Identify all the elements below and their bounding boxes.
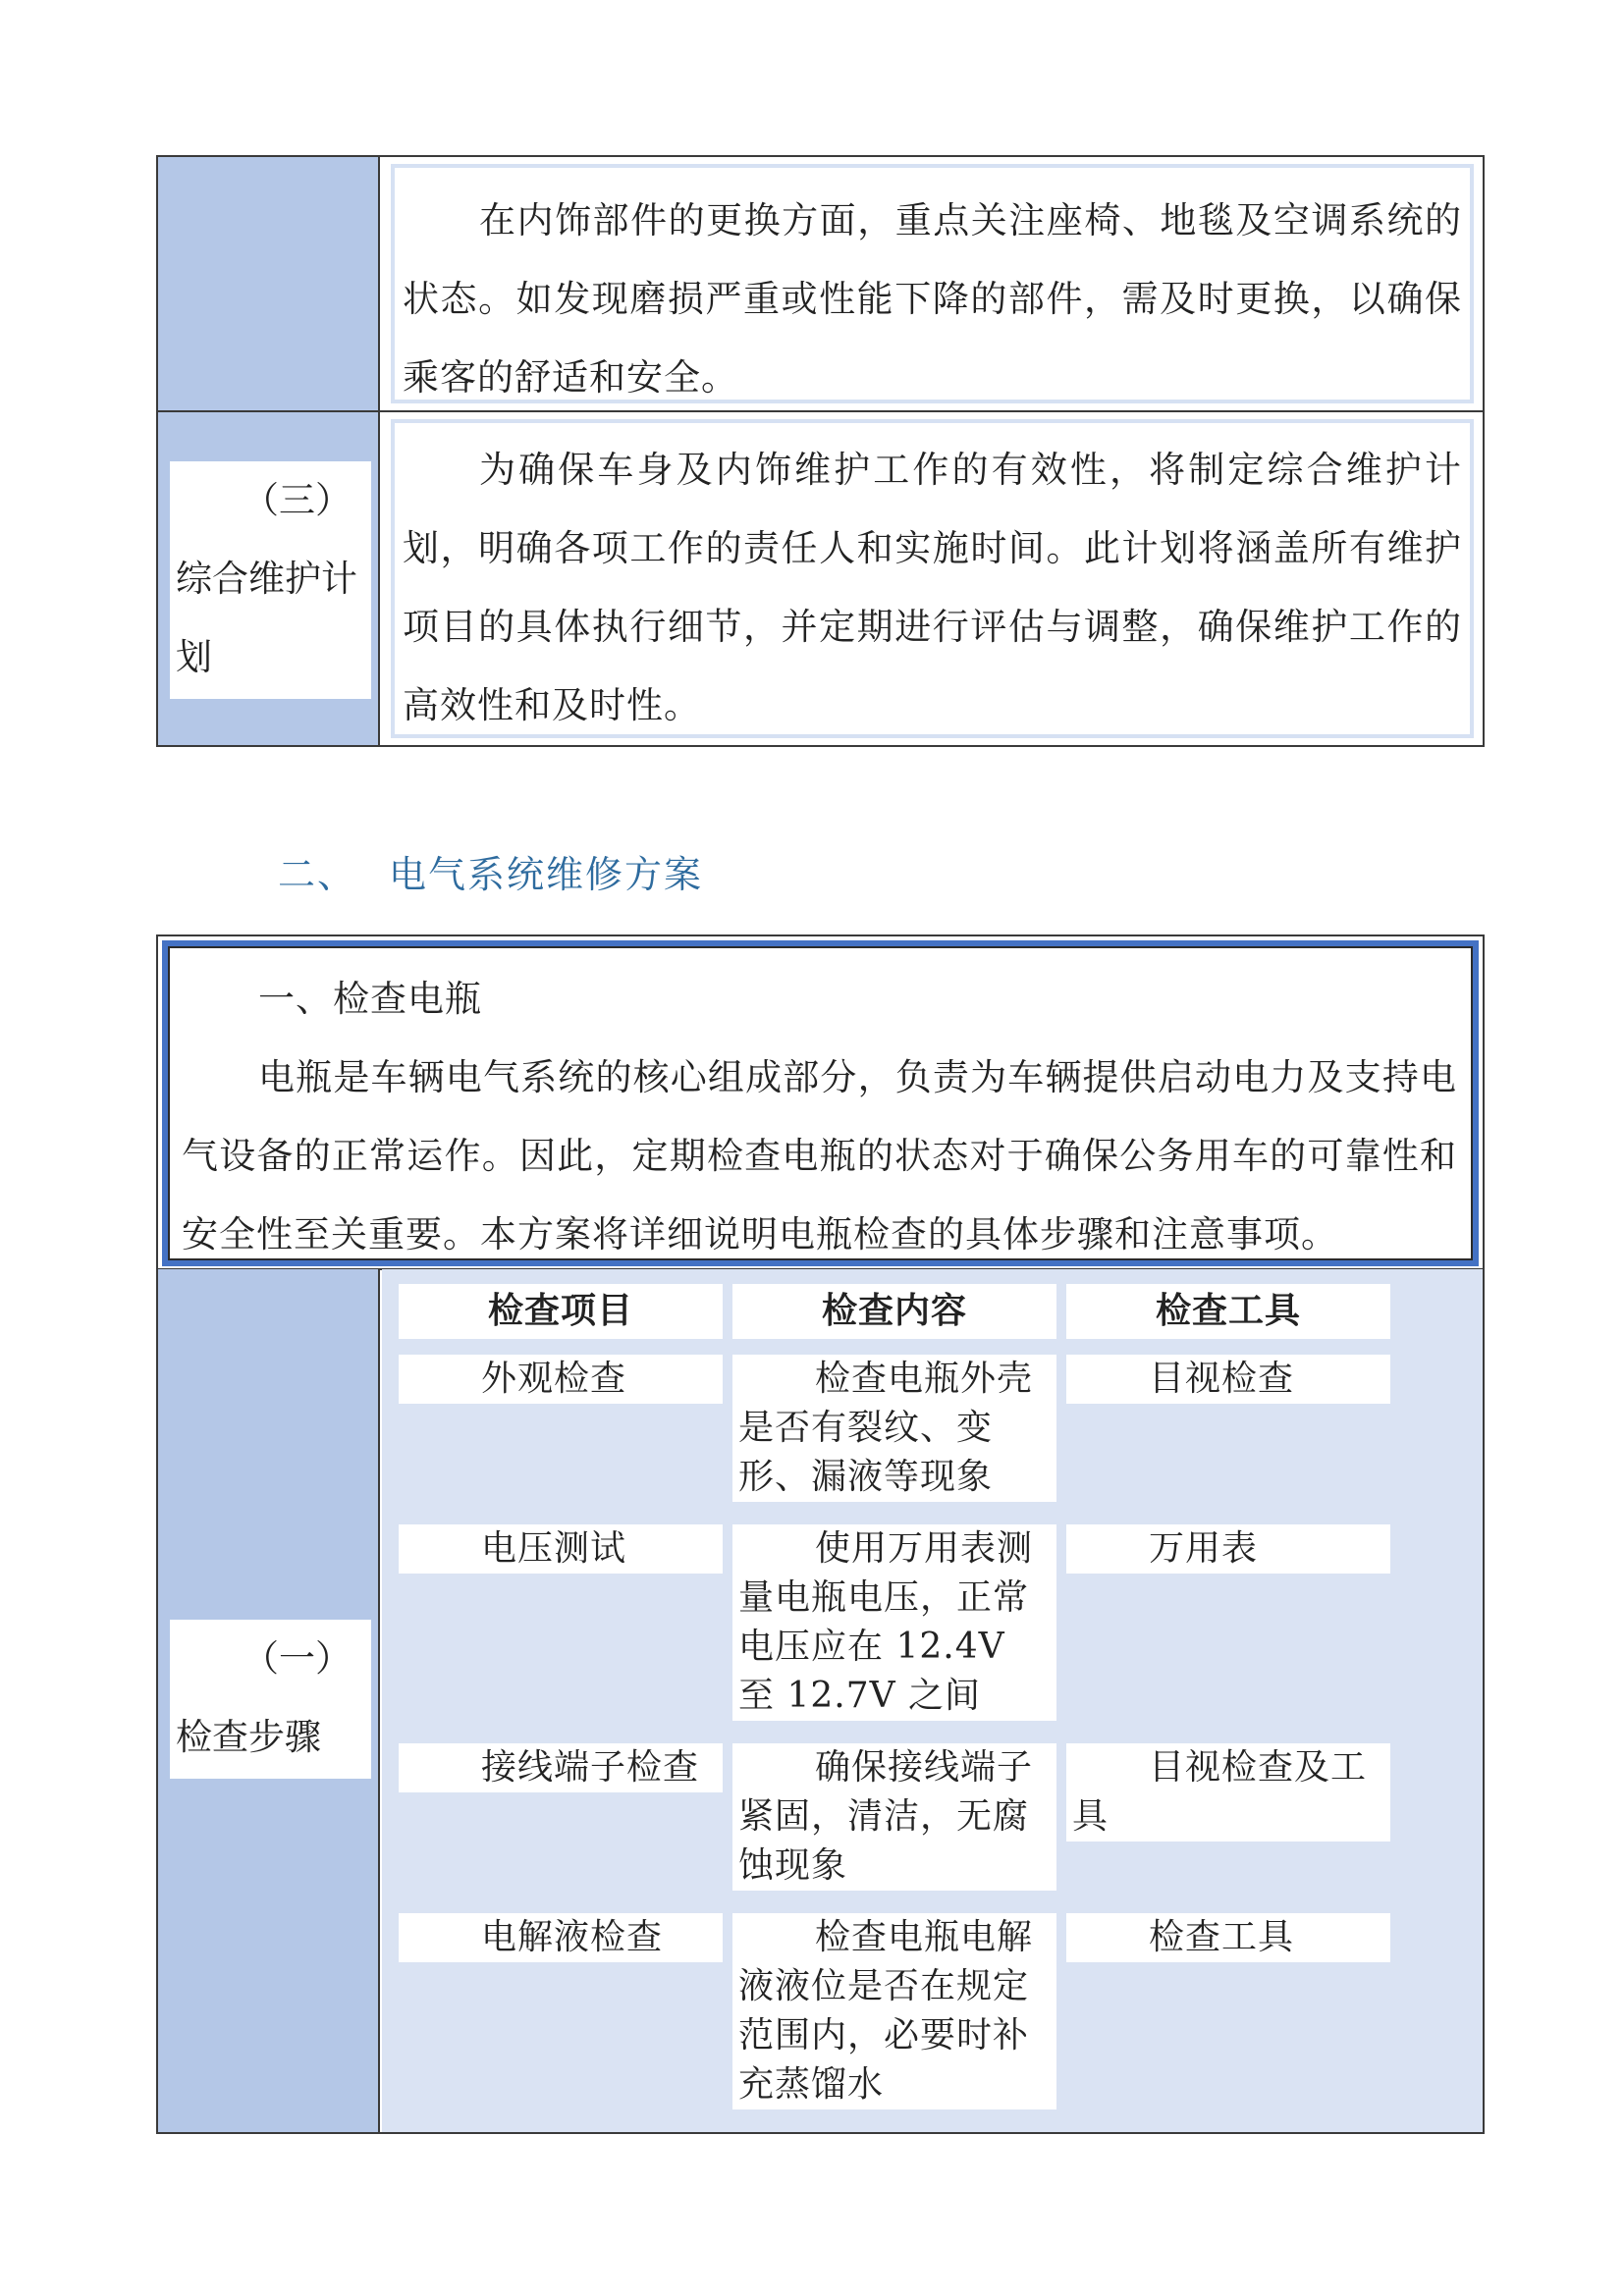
section-heading-title: 电气系统维修方案: [389, 853, 704, 896]
table-row-content: 检查电瓶电解液液位是否在规定范围内，必要时补充蒸馏水: [732, 1913, 1056, 2109]
table-row-item: 外观检查: [399, 1355, 723, 1404]
comprehensive-plan-paragraph: 为确保车身及内饰维护工作的有效性，将制定综合维护计划，明确各项工作的责任人和实施时间。此计划将涵盖所有维护项目的具体执行细节，并定期进行评估与调整，确保维护工作的高效性和及时性。: [403, 449, 1462, 726]
table-row-tool: 万用表: [1066, 1524, 1390, 1574]
battery-inspection-table: [156, 934, 1485, 2134]
step-label-number: （一）: [243, 1637, 352, 1680]
interior-replacement-paragraph: 在内饰部件的更换方面，重点关注座椅、地毯及空调系统的状态。如发现磨损严重或性能下降的部件，需及时更换，以确保乘客的舒适和安全。: [403, 199, 1462, 399]
table-row-content: 检查电瓶外壳是否有裂纹、变形、漏液等现象: [732, 1355, 1056, 1502]
maintenance-table-1: [156, 155, 1485, 747]
battery-intro-paragraph: 电瓶是车辆电气系统的核心组成部分，负责为车辆提供启动电力及支持电气设备的正常运作。因此，定期检查电瓶的状态对于确保公务用车的可靠性和安全性至关重要。本方案将详细说明电瓶检查的具体步骤和注意事项。: [182, 1056, 1457, 1255]
table-row-content: 确保接线端子紧固，清洁，无腐蚀现象: [732, 1743, 1056, 1891]
table-row-tool: 目视检查及工具: [1066, 1743, 1390, 1842]
section-heading: [278, 844, 703, 898]
table1-row2-cell: [391, 419, 1474, 738]
table-row-content: 使用万用表测量电瓶电压，正常电压应在 12.4V 至 12.7V 之间: [732, 1524, 1056, 1721]
battery-intro-title: 一、检查电瓶: [258, 978, 482, 1020]
table-row-item: 电压测试: [399, 1524, 723, 1574]
row2-label-number: （三）: [243, 479, 352, 521]
battery-intro-box: [162, 940, 1479, 1266]
section-heading-number: 二、: [278, 853, 357, 896]
step-label-text: 检查步骤: [176, 1716, 321, 1758]
header-item: 检查项目: [399, 1284, 723, 1339]
table1-row1-cell: [391, 164, 1474, 403]
table2-step-label: [170, 1620, 371, 1779]
table1-row2-label: [170, 461, 371, 699]
header-tool: 检查工具: [1066, 1284, 1390, 1339]
table-row-tool: 检查工具: [1066, 1913, 1390, 1962]
row2-label-text: 综合维护计划: [176, 558, 357, 678]
table-row-tool: 目视检查: [1066, 1355, 1390, 1404]
header-content: 检查内容: [732, 1284, 1056, 1339]
table-row-item: 电解液检查: [399, 1913, 723, 1962]
table-row-item: 接线端子检查: [399, 1743, 723, 1792]
